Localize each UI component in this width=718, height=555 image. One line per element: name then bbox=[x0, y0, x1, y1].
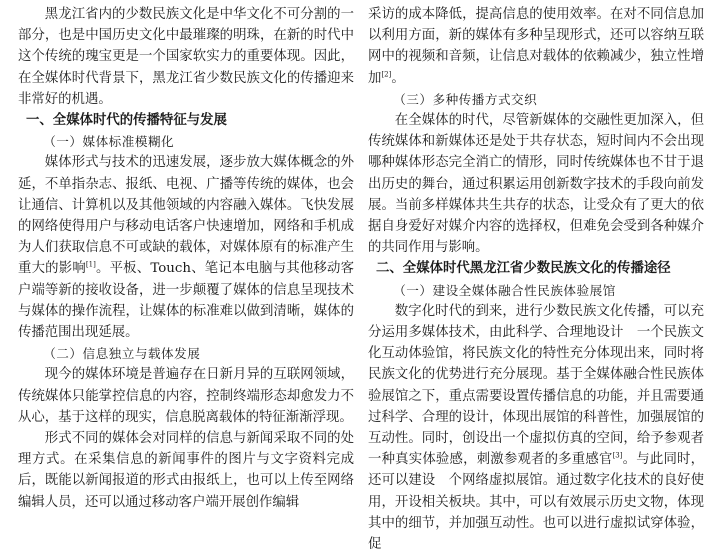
left-column bbox=[18, 4, 354, 513]
paragraph-text: 。与此同时，还可以建设 个网络虚拟展馆。通过数字化技术的良好使用，开设相关板块。其中，可以有效展示历史文物，体现其中的细节，并加强互动性。也可以进行虚拟试穿体验，促 bbox=[368, 452, 705, 553]
intro-paragraph: 黑龙江省内的少数民族文化是中华文化不可分割的一部分，也是中国历史文化中最璀璨的明珠，在新的时代中这个传统的瑰宝更是一个国家软实力的重要体现。因此，在全媒体时代背景下，黑龙江省少数民族文化的传播迎来非常好的机遇。 bbox=[18, 7, 354, 107]
citation-2: [2] bbox=[381, 70, 392, 79]
paragraph-info-independence: 现今的媒体环境是普遍存在日新月异的互联网领域，传统媒体只能掌控信息的内容，控制终端形态却愈发力不从心，基于这样的现实，信息脱离载体的特征渐渐浮现。 bbox=[18, 367, 354, 425]
subsection-heading-4: （一）建设全媒体融合性民族体验展馆 bbox=[393, 282, 616, 298]
paragraph-continued bbox=[368, 4, 704, 89]
right-column bbox=[368, 4, 704, 555]
paragraph-text: 。平板、Touch、笔记本电脑与其他移动客户端等新的接收设备，进一步颠覆了媒体的信息呈现技术与媒体的操作流程，让媒体的标准难以做到清晰，媒体的传播范围出现延展。 bbox=[18, 261, 355, 341]
subsection-heading-2: （二）信息独立与载体发展 bbox=[43, 346, 201, 362]
citation-3: [3] bbox=[612, 451, 623, 460]
subsection-heading-3: （三）多种传播方式交织 bbox=[393, 91, 538, 107]
section-heading-1: 一、全媒体时代的传播特征与发展 bbox=[26, 113, 227, 129]
paragraph-text: 数字化时代的到来，进行少数民族文化传播，可以充分运用多媒体技术，由此科学、合理地设计 一个民族文化互动体验馆，将民族文化的特性充分体现出来，同时将民族文化的优势进行充分展现。基于全媒体融合性民族体验展馆之下，重点需要设置传播信息的功能，并且需要通过科学、合理的设计，体现出展馆的科普性，加强展馆的互动性。同时，创设出一个虚拟仿真的空间，给予参观者一种真实体验感，刺激参观者的多重感官 bbox=[368, 303, 704, 468]
paragraph-coexistence: 在全媒体的时代，尽管新媒体的交融性更加深入，但传统媒体和新媒体还是处于共存状态，短时间内不会出现哪种媒体形态完全消亡的情形，同时传统媒体也不甘于退出历史的舞台，通过积累运用创新数字技术的手段向前发展。当前多样媒体共生共存的状态，让受众有了更大的依据自身爱好对媒介内容的选择权，但难免会受到各种媒介的共同作用与影响。 bbox=[368, 113, 704, 256]
paragraph-media-standard bbox=[18, 152, 354, 343]
section-heading-2: 二、全媒体时代黑龙江省少数民族文化的传播途径 bbox=[376, 261, 671, 277]
citation-1: [1] bbox=[85, 260, 96, 269]
paragraph-text: 媒体形式与技术的迅速发展，逐步放大媒体概念的外延，不单指杂志、报纸、电视、广播等传统的媒体，也会让通信、计算机以及其他领域的内容融入媒体。飞快发展的网络使得用户与移动电话客户快速增加，网络和手机成为人们获取信息不可或缺的载体，对媒体原有的标准产生重大的影响 bbox=[18, 155, 354, 277]
paragraph-text: 采访的成本降低，提高信息的使用效率。在对不同信息加以利用方面，新的媒体有多种呈现形式，还可以容纳互联网中的视频和音频，让信息对载体的依赖减少，独立性增加 bbox=[368, 7, 704, 86]
paragraph-media-processing: 形式不同的媒体会对同样的信息与新闻采取不同的处理方式。在采集信息的新闻事件的图片与文字资料完成后，既能以新闻报道的形式由报纸上，也可以上传至网络编辑人员，还可以通过移动客户端开展创作编辑 bbox=[18, 431, 354, 510]
paragraph-text: 。 bbox=[391, 70, 405, 86]
subsection-heading-1: （一）媒体标准模糊化 bbox=[43, 134, 175, 150]
